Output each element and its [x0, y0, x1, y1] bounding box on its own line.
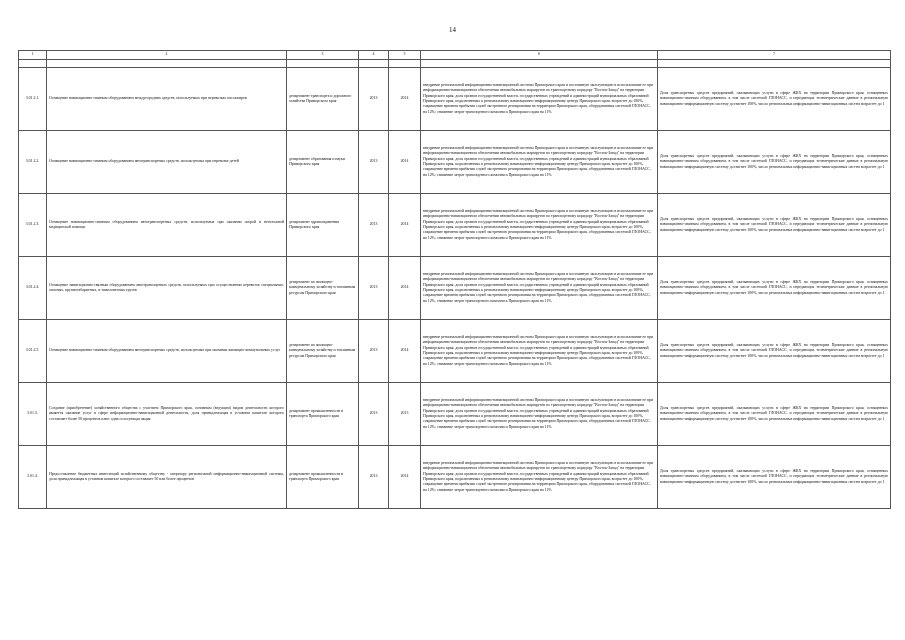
program-activities-table — [18, 50, 891, 509]
target-indicator: Доля транспортных средств предприятий, оказывающих услуги в сфере ЖКХ на территории Приморского края, оснащенных навигационно-связным оборудованием, в том числе системой ГЛОНАСС, и передающих телеметрические данные в региональную навигационно-информационную систему достигнет 100%, число региональных информационно-навигационных систем возрастет до 1 — [658, 320, 891, 383]
start-year: 2013 — [359, 320, 389, 383]
activity-code: 3.01.3. — [19, 383, 47, 446]
activity-code: 3.01.2.1. — [19, 68, 47, 131]
activity-name: Оснащение навигационно-связным оборудованием автотранспортных средств, используемых при оказании жилищно-коммунальных услуг — [47, 320, 287, 383]
end-year: 2014 — [389, 68, 421, 131]
page-number: 14 — [449, 26, 456, 34]
table-row — [19, 257, 891, 320]
start-year: 2013 — [359, 194, 389, 257]
column-header: 7 — [658, 51, 891, 60]
start-year: 2013 — [359, 131, 389, 194]
expected-result: внедрение региональной информационно-навигационной системы Приморского края и постоянную эксплуатацию в использование ее при информационно-навигационном обеспечении автомобильных маршрутов по транспортному коридору "Восток-Запад" на территории Приморского края; доля органов государственной власти, государственных учреждений и администраций муниципальных образований Приморского края, подключенных к региональному навигационно-информационному центру Приморского края, возрастет до 100%, сокращение времени прибытия служб экстренного реагирования на территории Приморского края, оборудованных системой ГЛОНАСС, на 12%; снижение затрат транспортного комплекса Приморского края на 11% — [421, 446, 658, 509]
activity-executor: департамент промышленности и транспорта Приморского края — [287, 383, 359, 446]
target-indicator: Доля транспортных средств предприятий, оказывающих услуги в сфере ЖКХ на территории Приморского края, оснащенных навигационно-связным оборудованием, в том числе системой ГЛОНАСС, и передающих телеметрические данные в региональную навигационно-информационную систему достигнет 100%, число региональных информационно-навигационных систем возрастет до 1 — [658, 257, 891, 320]
end-year: 2013 — [389, 383, 421, 446]
end-year: 2014 — [389, 257, 421, 320]
end-year: 2014 — [389, 446, 421, 509]
start-year: 2013 — [359, 68, 389, 131]
start-year: 2013 — [359, 257, 389, 320]
target-indicator: Доля транспортных средств предприятий, оказывающих услуги в сфере ЖКХ на территории Приморского края, оснащенных навигационно-связным оборудованием, в том числе системой ГЛОНАСС, и передающих телеметрические данные в региональную навигационно-информационную систему достигнет 100%, число региональных информационно-навигационных систем возрастет до 1 — [658, 68, 891, 131]
column-header: 6 — [421, 51, 658, 60]
activity-name: Оснащение навигационно-связным оборудованием автотранспортных средств, используемых при осуществлении перевозок специальных, опасных, крупногабаритных, и тяжеловесных грузов — [47, 257, 287, 320]
start-year: 2013 — [359, 383, 389, 446]
activity-name: Оснащение навигационно-связным оборудованием автотранспортных средств, используемых при оказании скорой и неотложной медицинской помощи — [47, 194, 287, 257]
expected-result: внедрение региональной информационно-навигационной системы Приморского края и постоянную эксплуатацию в использование ее при информационно-навигационном обеспечении автомобильных маршрутов по транспортному коридору "Восток-Запад" на территории Приморского края; доля органов государственной власти, государственных учреждений и администраций муниципальных образований Приморского края, подключенных к региональному навигационно-информационному центру Приморского края, возрастет до 100%; сокращение времени прибытия служб экстренного реагирования на территории Приморского края, оборудованных системой ГЛОНАСС, на 12%, снижение затрат транспортного комплекса Приморского края на 11% — [421, 257, 658, 320]
table-row — [19, 194, 891, 257]
start-year: 2013 — [359, 446, 389, 509]
target-indicator: Доля транспортных средств предприятий, оказывающих услуги в сфере ЖКХ на территории Приморского края, оснащенных навигационно-связным оборудованием, в том числе системой ГЛОНАСС, и передающих телеметрические данные в региональную навигационно-информационную систему достигнет 100%, число региональных информационно-навигационных систем возрастет до 1 — [658, 194, 891, 257]
activity-name: Создание (приобретение) хозяйственного общества с участием Приморского края, основным (ведущим) видом деятельности которого является оказание услуг в сфере информационно-навигационной деятельности, доля принадлежащая в уставном капитале которого составляет более 50 процентов плюс одна голосующая акция — [47, 383, 287, 446]
activity-name: Предоставление бюджетных инвестиций хозяйственному обществу - оператору региональной информационно-навигационной системы, доля принадлежащая в уставном капитале которого составляет 50 или более процентов — [47, 446, 287, 509]
target-indicator: Доля транспортных средств предприятий, оказывающих услуги в сфере ЖКХ на территории Приморского края, оснащенных навигационно-связным оборудованием, в том числе системой ГЛОНАСС, и передающих телеметрические данные в региональную навигационно-информационную систему достигнет 100%, число региональных информационно-навигационных систем возрастет до 1 — [658, 446, 891, 509]
expected-result: внедрение региональной информационно-навигационной системы Приморского края и постоянную эксплуатацию в использование ее при информационно-навигационном обеспечении автомобильных маршрутов по транспортному коридору "Восток-Запад" на территории Приморского края; доля органов государственной власти, государственных учреждений и администраций муниципальных образований Приморского края, подключенных к региональному навигационно-информационному центру Приморского края, возрастет до 100%, сокращение времени прибытия служб экстренного реагирования на территории Приморского края, оборудованных системой ГЛОНАСС, на 12%; снижение затрат транспортного комплекса Приморского края на 11% — [421, 194, 658, 257]
table-row — [19, 68, 891, 131]
activity-code: 3.01.4. — [19, 446, 47, 509]
expected-result: внедрение региональной информационно-навигационной системы Приморского края и постоянную эксплуатацию в использование ее при информационно-навигационном обеспечении автомобильных маршрутов по транспортному коридору "Восток-Запад" на территории Приморского края; доля органов государственной власти, государственных учреждений и администраций муниципальных образований Приморского края, подключенных к региональному навигационно-информационному центру Приморского края, возрастет до 100%, сокращение времени прибытия служб экстренного реагирования на территории Приморского края, оборудованных системой ГЛОНАСС, на 12%; снижение затрат транспортного комплекса Приморского края на 11% — [421, 131, 658, 194]
expected-result: внедрение региональной информационно-навигационной системы Приморского края и постоянную эксплуатацию в использование ее при информационно-навигационном обеспечении автомобильных маршрутов по транспортному коридору "Восток-Запад" на территории Приморского края; доля органов государственной власти, государственных учреждений и администраций муниципальных образований Приморского края, подключенных к региональному навигационно-информационному центру Приморского края, возрастет до 100%, сокращение времени прибытия служб экстренного реагирования на территории Приморского края, оборудованных системой ГЛОНАСС, на 12%; снижение затрат транспортного комплекса Приморского края на 11% — [421, 383, 658, 446]
column-number-row — [19, 51, 891, 60]
activity-code: 3.01.2.5. — [19, 320, 47, 383]
activity-executor: департамент по жилищно-коммунальному хозяйству и топливным ресурсам Приморского края — [287, 320, 359, 383]
target-indicator: Доля транспортных средств предприятий, оказывающих услуги в сфере ЖКХ на территории Приморского края, оснащенных навигационно-связным оборудованием, в том числе системой ГЛОНАСС, и передающих телеметрические данные в региональную навигационно-информационную систему достигнет 100%, число региональных информационно-навигационных систем возрастет до 1 — [658, 383, 891, 446]
activity-code: 3.01.2.3. — [19, 194, 47, 257]
activity-name: Оснащение навигационно-связным оборудованием междугородних средств, используемых при перевозках пассажиров — [47, 68, 287, 131]
table-row — [19, 320, 891, 383]
activity-executor: департамент промышленности и транспорта Приморского края — [287, 446, 359, 509]
spacer-row — [19, 60, 891, 68]
activity-code: 3.01.2.4. — [19, 257, 47, 320]
target-indicator: Доля транспортных средств предприятий, оказывающих услуги в сфере ЖКХ на территории Приморского края, оснащенных навигационно-связным оборудованием, в том числе системой ГЛОНАСС, и передающих телеметрические данные в региональную навигационно-информационную систему достигнет 100%, число региональных информационно-навигационных систем возрастет до 1 — [658, 131, 891, 194]
table-row — [19, 383, 891, 446]
table-row — [19, 446, 891, 509]
activity-executor: департамент здравоохранения Приморского края — [287, 194, 359, 257]
end-year: 2014 — [389, 131, 421, 194]
expected-result: внедрение региональной информационно-навигационной системы Приморского края и постоянную эксплуатацию в использование ее при информационно-навигационном обеспечении автомобильных маршрутов по транспортному коридору "Восток-Запад" на территории Приморского края; доля органов государственной власти, государственных учреждений и администраций муниципальных образований Приморского края, подключенных к региональному навигационно-информационному центру Приморского края, возрастет до 100%, сокращение времени прибытия служб экстренного реагирования на территории Приморского края, оборудованных системой ГЛОНАСС, на 12%; снижение затрат транспортного комплекса Приморского края на 11% — [421, 68, 658, 131]
table-row — [19, 131, 891, 194]
activity-code: 3.01.2.2. — [19, 131, 47, 194]
column-header: 4 — [359, 51, 389, 60]
activity-name: Оснащение навигационно-связным оборудованием автотранспортных средств, используемых при перевозке детей — [47, 131, 287, 194]
column-header: 2 — [47, 51, 287, 60]
activity-executor: департамент транспорта и дорожного хозяйства Приморского края — [287, 68, 359, 131]
end-year: 2014 — [389, 194, 421, 257]
activity-executor: департамент образования и науки Приморского края — [287, 131, 359, 194]
expected-result: внедрение региональной информационно-навигационной системы Приморского края и постоянную эксплуатацию в использование ее при информационно-навигационном обеспечении автомобильных маршрутов по транспортному коридору "Восток-Запад" на территории Приморского края; доля органов государственной власти, государственных учреждений и администраций муниципальных образований Приморского края, подключенных к региональному навигационно-информационному центру Приморского края, возрастет до 100%, сокращение времени прибытия служб экстренного реагирования на территории Приморского края, оборудованных системой ГЛОНАСС, на 12%; снижение затрат транспортного комплекса Приморского края на 11% — [421, 320, 658, 383]
column-header: 1 — [19, 51, 47, 60]
column-header: 5 — [389, 51, 421, 60]
activity-executor: департамент по жилищно-коммунальному хозяйству и топливным ресурсам Приморского края — [287, 257, 359, 320]
end-year: 2014 — [389, 320, 421, 383]
column-header: 3 — [287, 51, 359, 60]
